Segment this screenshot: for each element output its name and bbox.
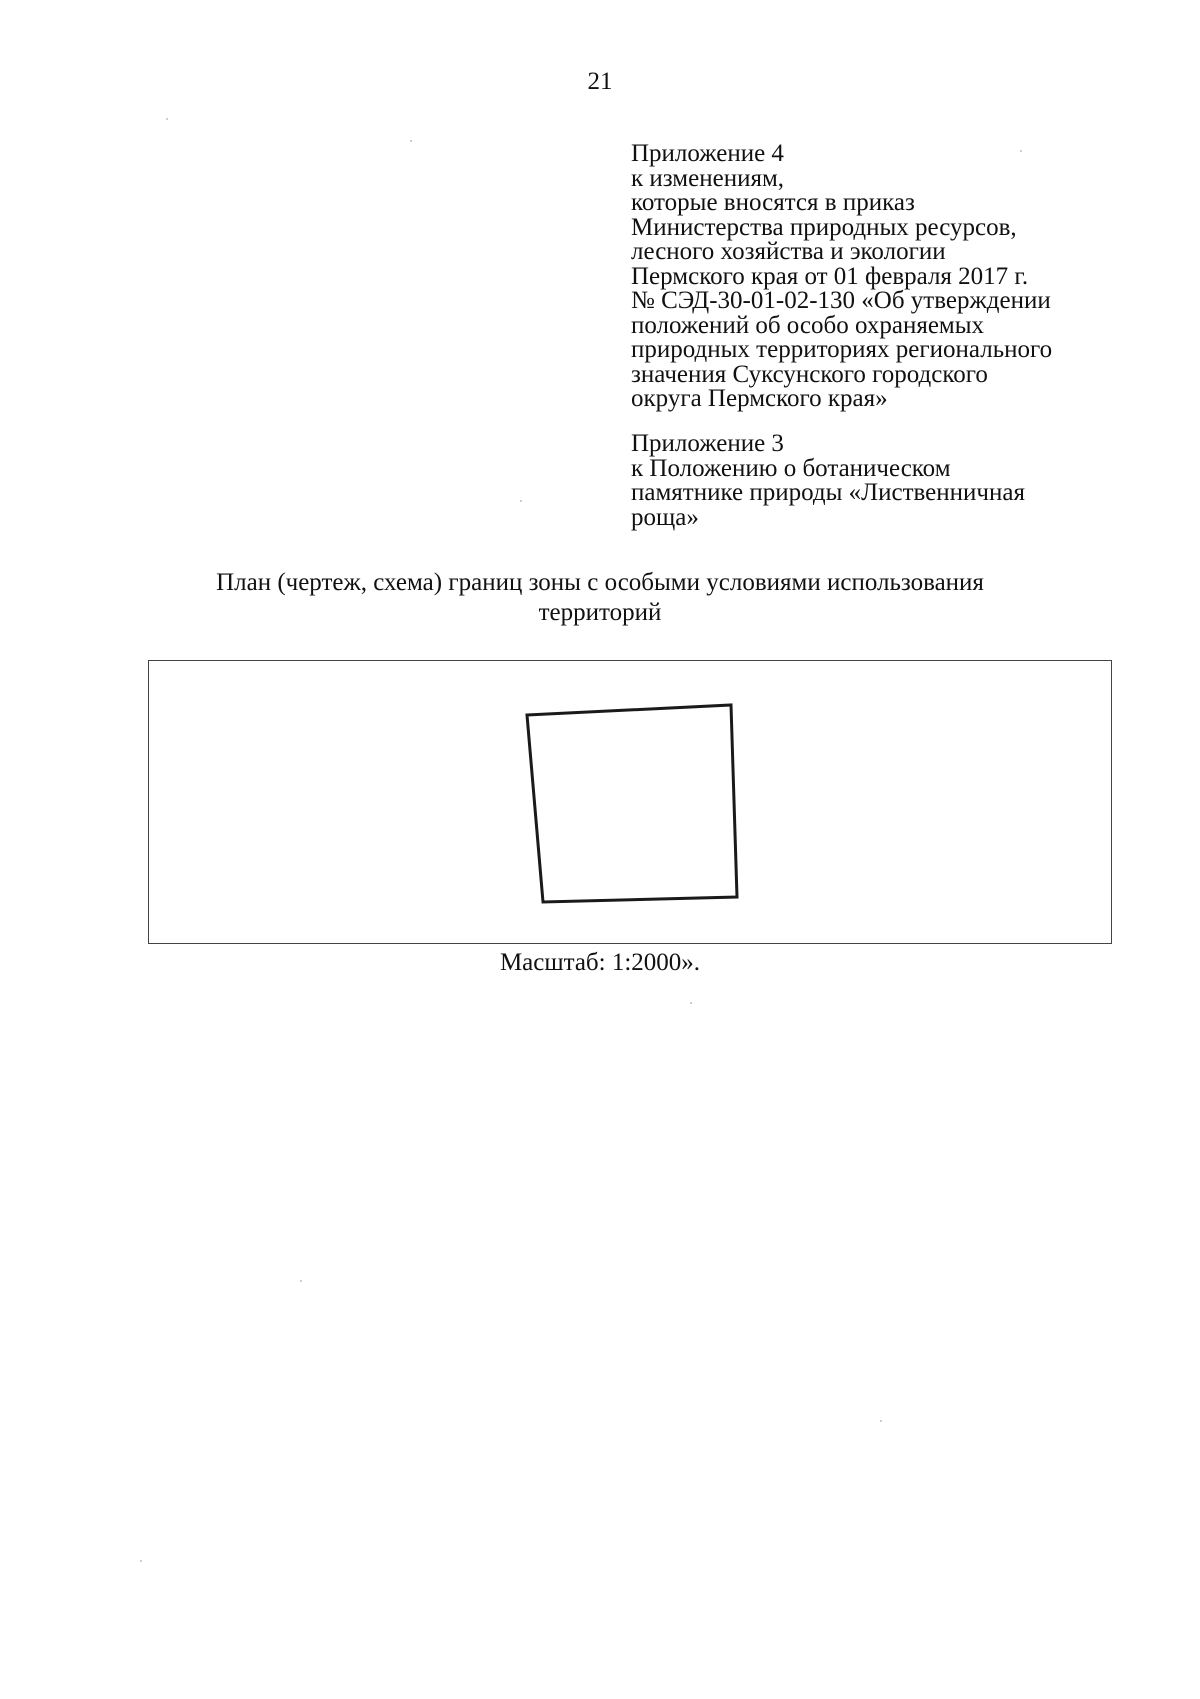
appendix-4-line: лесного хозяйства и экологии [631,238,946,265]
appendix-4-line: положений об особо охраняемых [631,311,985,339]
appendix-4-line: Пермского края от 01 февраля 2017 г. [631,262,1029,290]
appendix-3-line: роща» [631,503,699,531]
appendix-4-line: значения Суксунского городского [631,360,988,388]
appendix-4-line: Приложение 4 [631,140,784,167]
plan-title-line: территорий [538,599,662,626]
scan-speck [140,1560,142,1562]
appendix-4-line: которые вносятся в приказ [631,189,915,216]
appendix-3-line: к Положению о ботаническом [631,454,951,482]
scan-speck [1020,150,1022,152]
scale-caption: Масштаб: 1:2000». [499,949,701,976]
scan-speck [166,118,168,120]
plan-drawing-frame [148,660,1112,944]
plan-title [0,568,1200,628]
appendix-4-block [631,142,1151,412]
scan-speck [880,1420,882,1422]
appendix-4-line: № СЭД-30-01-02-130 «Об утверждении [631,287,1051,314]
appendix-3-line: Приложение 3 [631,430,784,457]
plan-drawing [149,661,1113,945]
zone-boundary-polygon [527,705,737,902]
scan-speck [410,140,412,142]
appendix-4-line: Министерства природных ресурсов, [631,213,1017,241]
appendix-4-line: природных территориях регионального [631,336,1053,363]
appendix-4-line: к изменениям, [631,164,785,192]
plan-title-line: План (чертеж, схема) границ зоны с особыми условиями использования [216,569,984,596]
scan-speck [300,1280,302,1282]
appendix-4-line: округа Пермского края» [631,385,888,412]
scan-speck [690,1002,692,1004]
appendix-3-block [631,432,1151,530]
appendix-3-line: памятнике природы «Лиственничная [631,479,1025,506]
scan-speck [520,500,522,502]
page-number: 21 [587,68,613,95]
